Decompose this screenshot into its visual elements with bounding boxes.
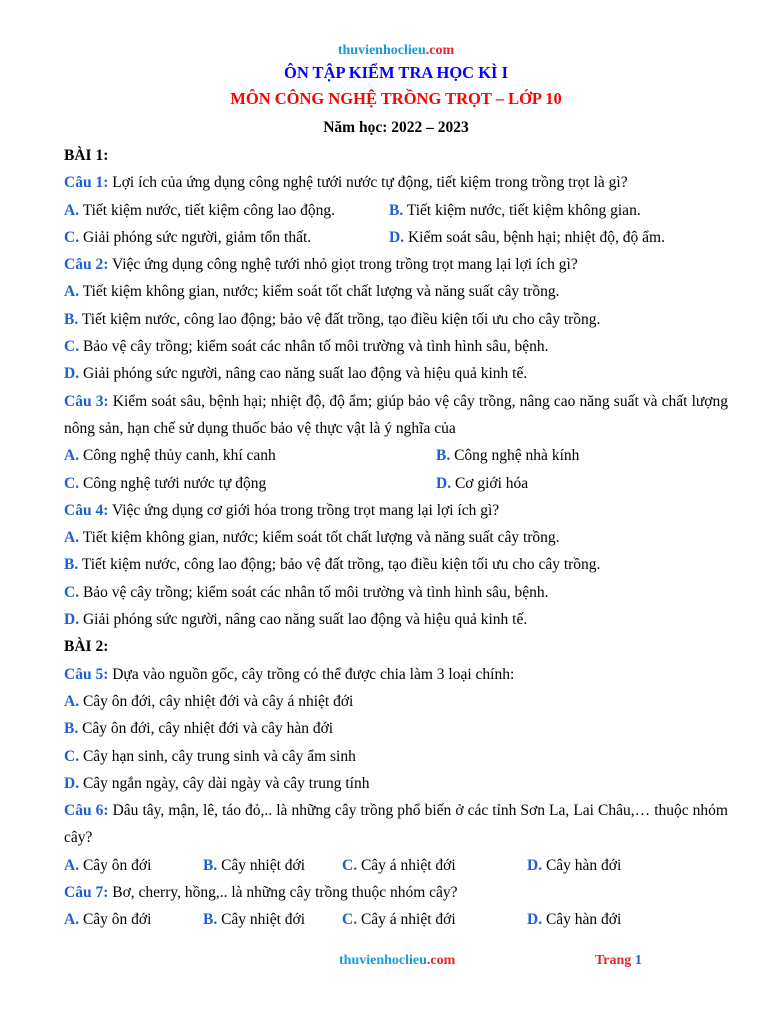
answer-option — [64, 283, 560, 300]
option-text: Cơ giới hóa — [454, 474, 529, 492]
option-row — [64, 224, 728, 251]
option-row — [64, 470, 728, 497]
question-label: Câu 7: — [64, 884, 109, 902]
option-row — [64, 197, 728, 224]
option-letter: D. — [64, 611, 80, 629]
question-label: Câu 1: — [64, 174, 109, 192]
option-text: Tiết kiệm nước, công lao động; bảo vệ đất trồng, tạo điều kiện tối ưu cho cây trồng. — [81, 556, 601, 574]
option-letter: B. — [203, 911, 218, 929]
option-letter: A. — [64, 856, 80, 874]
option-row — [64, 770, 728, 797]
answer-option — [64, 611, 527, 628]
option-text: Công nghệ nhà kính — [454, 447, 580, 465]
question-label: Câu 2: — [64, 256, 109, 274]
answer-option — [436, 470, 528, 497]
option-letter: B. — [64, 310, 79, 328]
option-text: Kiểm soát sâu, bệnh hại; nhiệt độ, độ ẩm. — [407, 228, 665, 246]
answer-option — [64, 852, 203, 879]
answer-option — [64, 311, 600, 328]
document-page — [64, 40, 728, 934]
question-text: Dựa vào nguồn gốc, cây trồng có thể được chia làm 3 loại chính: — [112, 665, 515, 683]
option-letter: B. — [436, 447, 451, 465]
option-letter: D. — [64, 365, 80, 383]
option-letter: A. — [64, 911, 80, 929]
option-text: Cây hàn đới — [545, 911, 622, 929]
answer-option — [389, 197, 641, 224]
answer-option — [64, 693, 353, 710]
page-number: 1 — [634, 953, 642, 968]
answer-option — [64, 197, 389, 224]
option-row — [64, 333, 728, 360]
site-name: thuvienhoclieu — [337, 43, 426, 58]
site-header — [64, 40, 728, 62]
option-row — [64, 306, 728, 333]
answer-option — [64, 224, 389, 251]
question-label: Câu 5: — [64, 665, 109, 683]
option-letter: C. — [342, 911, 358, 929]
option-text: Cây hạn sinh, cây trung sinh và cây ẩm sinh — [82, 747, 356, 765]
option-letter: C. — [64, 583, 80, 601]
answer-option — [64, 529, 560, 546]
question-stem — [64, 661, 728, 688]
option-text: Cây ôn đới — [82, 911, 152, 929]
answer-option — [64, 906, 203, 933]
school-year: Năm học: 2022 – 2023 — [323, 119, 469, 136]
answer-option — [64, 584, 549, 601]
option-text: Cây ôn đới, cây nhiệt đới và cây á nhiệt đới — [82, 692, 354, 710]
answer-option — [64, 720, 333, 737]
section-heading: BÀI 2: — [64, 638, 109, 656]
footer-site-name: thuvienhoclieu — [339, 953, 427, 968]
option-letter: B. — [64, 720, 79, 738]
document-title: ÔN TẬP KIỂM TRA HỌC KÌ I — [283, 63, 508, 82]
answer-option — [64, 470, 436, 497]
exam-content — [64, 142, 728, 934]
option-letter: B. — [64, 556, 79, 574]
question-label: Câu 6: — [64, 802, 109, 820]
site-domain: .com — [425, 43, 455, 58]
option-text: Giải phóng sức người, nâng cao năng suất lao động và hiệu quả kinh tế. — [82, 611, 528, 629]
answer-option — [527, 906, 621, 933]
option-text: Giải phóng sức người, giảm tổn thất. — [82, 228, 312, 246]
question-stem — [64, 797, 728, 852]
option-letter: C. — [64, 747, 80, 765]
page-footer — [0, 953, 768, 977]
option-letter: C. — [342, 856, 358, 874]
option-letter: C. — [64, 228, 80, 246]
option-text: Bảo vệ cây trồng; kiểm soát các nhân tố môi trường và tình hình sâu, bệnh. — [82, 338, 549, 356]
option-row — [64, 551, 728, 578]
option-text: Tiết kiệm không gian, nước; kiểm soát tốt chất lượng và năng suất cây trồng. — [82, 283, 560, 301]
question-text: Bơ, cherry, hồng,.. là những cây trồng thuộc nhóm cây? — [112, 884, 458, 902]
option-row — [64, 360, 728, 387]
answer-option — [64, 442, 436, 469]
option-text: Tiết kiệm không gian, nước; kiểm soát tốt chất lượng và năng suất cây trồng. — [82, 529, 560, 547]
option-letter: D. — [436, 474, 452, 492]
question-text: Lợi ích của ứng dụng công nghệ tưới nước tự động, tiết kiệm trong trồng trọt là gì? — [112, 174, 628, 192]
option-letter: A. — [64, 529, 80, 547]
answer-option — [64, 748, 356, 765]
answer-option — [527, 852, 621, 879]
answer-option — [342, 906, 527, 933]
option-row — [64, 715, 728, 742]
option-letter: A. — [64, 447, 80, 465]
option-text: Công nghệ thủy canh, khí canh — [82, 447, 276, 465]
option-letter: D. — [527, 911, 543, 929]
option-text: Cây ôn đới, cây nhiệt đới và cây hàn đới — [82, 720, 334, 738]
option-row — [64, 688, 728, 715]
question-text: Việc ứng dụng cơ giới hóa trong trồng trọt mang lại lợi ích gì? — [111, 501, 500, 519]
option-letter: B. — [203, 856, 218, 874]
answer-option — [64, 338, 549, 355]
answer-option — [436, 442, 579, 469]
question-text: Việc ứng dụng công nghệ tưới nhỏ giọt trong trồng trọt mang lại lợi ích gì? — [111, 256, 578, 274]
question-stem — [64, 497, 728, 524]
footer-site-domain: .com — [426, 953, 456, 968]
option-text: Tiết kiệm nước, tiết kiệm công lao động. — [82, 201, 336, 219]
option-row — [64, 743, 728, 770]
option-letter: D. — [389, 228, 405, 246]
answer-option — [389, 224, 665, 251]
option-text: Cây á nhiệt đới — [360, 856, 456, 874]
option-row — [64, 606, 728, 633]
option-text: Giải phóng sức người, nâng cao năng suất lao động và hiệu quả kinh tế. — [82, 365, 528, 383]
question-stem — [64, 388, 728, 443]
question-text: Kiểm soát sâu, bệnh hại; nhiệt độ, độ ẩm; giúp bảo vệ cây trồng, nâng cao năng suất và chất lượng nông sản, hạn chế sử dụng thuốc bảo vệ thực vật là ý nghĩa của — [64, 392, 728, 437]
page-indicator — [595, 953, 642, 969]
option-row — [64, 524, 728, 551]
answer-option — [203, 852, 342, 879]
question-stem — [64, 879, 728, 906]
answer-option — [64, 775, 369, 792]
option-text: Bảo vệ cây trồng; kiểm soát các nhân tố môi trường và tình hình sâu, bệnh. — [82, 583, 549, 601]
answer-option — [342, 852, 527, 879]
option-text: Tiết kiệm nước, tiết kiệm không gian. — [406, 201, 641, 219]
option-text: Cây nhiệt đới — [221, 911, 306, 929]
option-text: Cây ngắn ngày, cây dài ngày và cây trung tính — [82, 774, 370, 792]
option-row — [64, 906, 728, 933]
question-stem — [64, 251, 728, 278]
answer-option — [203, 906, 342, 933]
option-letter: B. — [389, 201, 404, 219]
subject-title: MÔN CÔNG NGHỆ TRỒNG TRỌT – LỚP 10 — [230, 89, 562, 108]
question-stem — [64, 169, 728, 196]
option-text: Tiết kiệm nước, công lao động; bảo vệ đất trồng, tạo điều kiện tối ưu cho cây trồng. — [81, 310, 601, 328]
option-text: Cây á nhiệt đới — [360, 911, 456, 929]
option-letter: A. — [64, 201, 80, 219]
question-text: Dâu tây, mận, lê, táo đỏ,.. là những cây trồng phổ biến ở các tỉnh Sơn La, Lai Châu,… thuộc nhóm cây? — [64, 802, 728, 847]
option-text: Cây ôn đới — [82, 856, 152, 874]
page-label: Trang — [595, 953, 632, 968]
option-row — [64, 442, 728, 469]
option-letter: D. — [527, 856, 543, 874]
option-row — [64, 579, 728, 606]
answer-option — [64, 556, 600, 573]
option-text: Cây hàn đới — [545, 856, 622, 874]
option-letter: D. — [64, 774, 80, 792]
option-letter: C. — [64, 474, 80, 492]
option-letter: C. — [64, 338, 80, 356]
footer-site — [339, 953, 455, 969]
option-letter: A. — [64, 692, 80, 710]
option-text: Cây nhiệt đới — [221, 856, 306, 874]
question-label: Câu 4: — [64, 501, 109, 519]
question-label: Câu 3: — [64, 392, 109, 410]
section-heading: BÀI 1: — [64, 147, 109, 164]
option-row — [64, 852, 728, 879]
answer-option — [64, 365, 527, 382]
option-row — [64, 278, 728, 305]
option-letter: A. — [64, 283, 80, 301]
option-text: Công nghệ tưới nước tự động — [82, 474, 267, 492]
